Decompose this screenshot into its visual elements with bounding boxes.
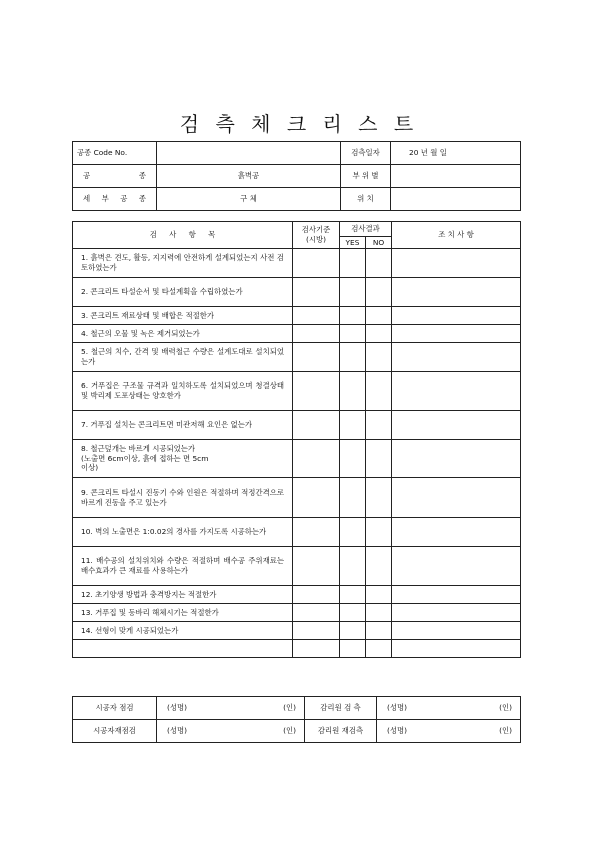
checklist-row xyxy=(73,622,521,640)
criteria-cell[interactable] xyxy=(293,518,340,547)
no-cell[interactable] xyxy=(366,372,392,411)
location-label: 위 치 xyxy=(341,188,391,211)
date-field[interactable]: 20 년 월 일 xyxy=(391,142,521,165)
checklist-row xyxy=(73,372,521,411)
contractor-check-label: 시공자 점검 xyxy=(73,697,157,720)
action-cell[interactable] xyxy=(392,249,521,278)
checklist-row xyxy=(73,278,521,307)
yes-cell[interactable] xyxy=(340,372,366,411)
action-cell[interactable] xyxy=(392,547,521,586)
yes-cell[interactable] xyxy=(340,278,366,307)
checklist-item: 6. 거푸집은 구조물 규격과 일치하도록 설치되었으며 청결상태 및 박리제 도포상태는 양호한가 xyxy=(73,372,293,411)
checklist-row xyxy=(73,411,521,440)
criteria-header-line: 검사기준 xyxy=(301,225,331,235)
date-label: 검측일자 xyxy=(341,142,391,165)
yes-cell[interactable] xyxy=(340,547,366,586)
criteria-header-line: (시방) xyxy=(305,235,327,244)
checklist-item: 13. 거푸집 및 동바리 해체시기는 적절한가 xyxy=(73,604,293,622)
name-text: (성명) xyxy=(387,703,408,713)
supervisor-check-sign[interactable] xyxy=(377,697,521,720)
supervisor-check-label: 감리원 검 측 xyxy=(305,697,377,720)
supervisor-recheck-label: 감리원 재검측 xyxy=(305,720,377,743)
no-cell[interactable] xyxy=(366,622,392,640)
yes-cell[interactable] xyxy=(340,518,366,547)
checklist-item xyxy=(73,640,293,658)
part-label: 부 위 별 xyxy=(341,165,391,188)
criteria-cell[interactable] xyxy=(293,440,340,478)
action-cell[interactable] xyxy=(392,518,521,547)
criteria-cell[interactable] xyxy=(293,372,340,411)
criteria-cell[interactable] xyxy=(293,547,340,586)
checklist-row xyxy=(73,440,521,478)
no-cell[interactable] xyxy=(366,325,392,343)
no-cell[interactable] xyxy=(366,440,392,478)
type-label-char: 종 xyxy=(138,171,146,181)
result-header: 검사결과 xyxy=(340,222,392,237)
seal-text: (인) xyxy=(283,726,296,736)
detail-label-char: 부 xyxy=(101,194,109,204)
yes-cell[interactable] xyxy=(340,325,366,343)
detail-label-char: 공 xyxy=(120,194,128,204)
yes-cell[interactable] xyxy=(340,343,366,372)
yes-header: YES xyxy=(340,237,366,249)
yes-cell[interactable] xyxy=(340,411,366,440)
checklist-item: 12. 초기양생 방법과 충격방지는 적절한가 xyxy=(73,586,293,604)
criteria-cell[interactable] xyxy=(293,278,340,307)
no-cell[interactable] xyxy=(366,411,392,440)
yes-cell[interactable] xyxy=(340,622,366,640)
criteria-cell[interactable] xyxy=(293,586,340,604)
checklist-row xyxy=(73,249,521,278)
yes-cell[interactable] xyxy=(340,249,366,278)
name-text: (성명) xyxy=(167,726,188,736)
action-cell[interactable] xyxy=(392,307,521,325)
action-cell[interactable] xyxy=(392,440,521,478)
checklist-item: 14. 선형이 맞게 시공되었는가 xyxy=(73,622,293,640)
seal-text: (인) xyxy=(283,703,296,713)
checklist-row xyxy=(73,547,521,586)
detail-label-char: 세 xyxy=(83,194,91,204)
checklist-row xyxy=(73,307,521,325)
checklist-item: 4. 철근의 오물 및 녹은 제거되었는가 xyxy=(73,325,293,343)
checklist-item: 3. 콘크리트 재료상태 및 배합은 적절한가 xyxy=(73,307,293,325)
yes-cell[interactable] xyxy=(340,586,366,604)
criteria-cell[interactable] xyxy=(293,478,340,518)
no-cell[interactable] xyxy=(366,604,392,622)
checklist-item: 5. 철근의 치수, 간격 및 배력철근 수량은 설계도대로 설치되었는가 xyxy=(73,343,293,372)
no-cell[interactable] xyxy=(366,307,392,325)
type-label xyxy=(73,165,157,188)
no-cell[interactable] xyxy=(366,586,392,604)
page-title: 검 측 체 크 리 스 트 xyxy=(179,112,416,136)
checklist-item: 2. 콘크리트 타설순서 및 타설계획을 수립하였는가 xyxy=(73,278,293,307)
no-cell[interactable] xyxy=(366,640,392,658)
no-header: NO xyxy=(366,237,392,249)
seal-text: (인) xyxy=(499,726,512,736)
action-cell[interactable] xyxy=(392,478,521,518)
checklist-row xyxy=(73,604,521,622)
name-text: (성명) xyxy=(387,726,408,736)
info-table xyxy=(72,141,521,211)
checklist-table xyxy=(72,221,521,658)
signature-table xyxy=(72,696,521,743)
detail-label xyxy=(73,188,157,211)
criteria-cell[interactable] xyxy=(293,640,340,658)
criteria-cell[interactable] xyxy=(293,249,340,278)
checklist-item: 7. 거푸집 설치는 콘크리트면 미관저해 요인은 없는가 xyxy=(73,411,293,440)
checklist-item: 1. 흙벽은 견도, 활등, 지지력에 안전하게 설계되었는지 사전 검토하였는가 xyxy=(73,249,293,278)
yes-cell[interactable] xyxy=(340,307,366,325)
criteria-cell[interactable] xyxy=(293,411,340,440)
criteria-cell[interactable] xyxy=(293,604,340,622)
checklist-item: 9. 콘크리트 타설시 진동기 수와 인원은 적절하며 적정간격으로 바르게 진동을 주고 있는가 xyxy=(73,478,293,518)
action-cell[interactable] xyxy=(392,622,521,640)
part-field[interactable] xyxy=(391,165,521,188)
no-cell[interactable] xyxy=(366,478,392,518)
name-text: (성명) xyxy=(167,703,188,713)
checklist-item: 10. 벽의 노출면은 1:0.02의 경사를 가지도록 시공하는가 xyxy=(73,518,293,547)
code-label: 공종 Code No. xyxy=(73,142,157,165)
checklist-row xyxy=(73,586,521,604)
yes-cell[interactable] xyxy=(340,604,366,622)
yes-cell[interactable] xyxy=(340,640,366,658)
detail-field[interactable]: 구 체 xyxy=(157,188,341,211)
type-field[interactable]: 흙벽공 xyxy=(157,165,341,188)
checklist-item: 11. 배수공의 설치위치와 수량은 적절하며 배수공 주위재료는 배수효과가 큰 재료를 사용하는가 xyxy=(73,547,293,586)
action-cell[interactable] xyxy=(392,343,521,372)
criteria-cell[interactable] xyxy=(293,343,340,372)
no-cell[interactable] xyxy=(366,343,392,372)
action-cell[interactable] xyxy=(392,325,521,343)
no-cell[interactable] xyxy=(366,547,392,586)
action-cell[interactable] xyxy=(392,372,521,411)
no-cell[interactable] xyxy=(366,249,392,278)
checklist-row xyxy=(73,640,521,658)
action-cell[interactable] xyxy=(392,604,521,622)
action-cell[interactable] xyxy=(392,411,521,440)
action-cell[interactable] xyxy=(392,586,521,604)
criteria-header xyxy=(293,222,340,249)
no-cell[interactable] xyxy=(366,518,392,547)
yes-cell[interactable] xyxy=(340,478,366,518)
detail-label-char: 종 xyxy=(138,194,146,204)
checklist-row xyxy=(73,343,521,372)
checklist-row xyxy=(73,325,521,343)
action-cell[interactable] xyxy=(392,278,521,307)
action-header: 조 치 사 항 xyxy=(392,222,521,249)
contractor-check-sign[interactable] xyxy=(157,697,305,720)
type-label-char: 공 xyxy=(83,171,91,181)
criteria-cell[interactable] xyxy=(293,622,340,640)
checklist-item: 8. 철근덮개는 바르게 시공되었는가 (노출면 6cm이상, 흙에 접하는 면 5cm 이상) xyxy=(73,440,293,478)
no-cell[interactable] xyxy=(366,278,392,307)
contractor-recheck-sign[interactable] xyxy=(157,720,305,743)
checklist-row xyxy=(73,478,521,518)
items-header: 검 사 항 목 xyxy=(73,222,293,249)
criteria-cell[interactable] xyxy=(293,325,340,343)
supervisor-recheck-sign[interactable] xyxy=(377,720,521,743)
code-field[interactable] xyxy=(157,142,341,165)
location-field[interactable] xyxy=(391,188,521,211)
criteria-cell[interactable] xyxy=(293,307,340,325)
yes-cell[interactable] xyxy=(340,440,366,478)
checklist-row xyxy=(73,518,521,547)
action-cell[interactable] xyxy=(392,640,521,658)
seal-text: (인) xyxy=(499,703,512,713)
contractor-recheck-label: 시공자재점검 xyxy=(73,720,157,743)
